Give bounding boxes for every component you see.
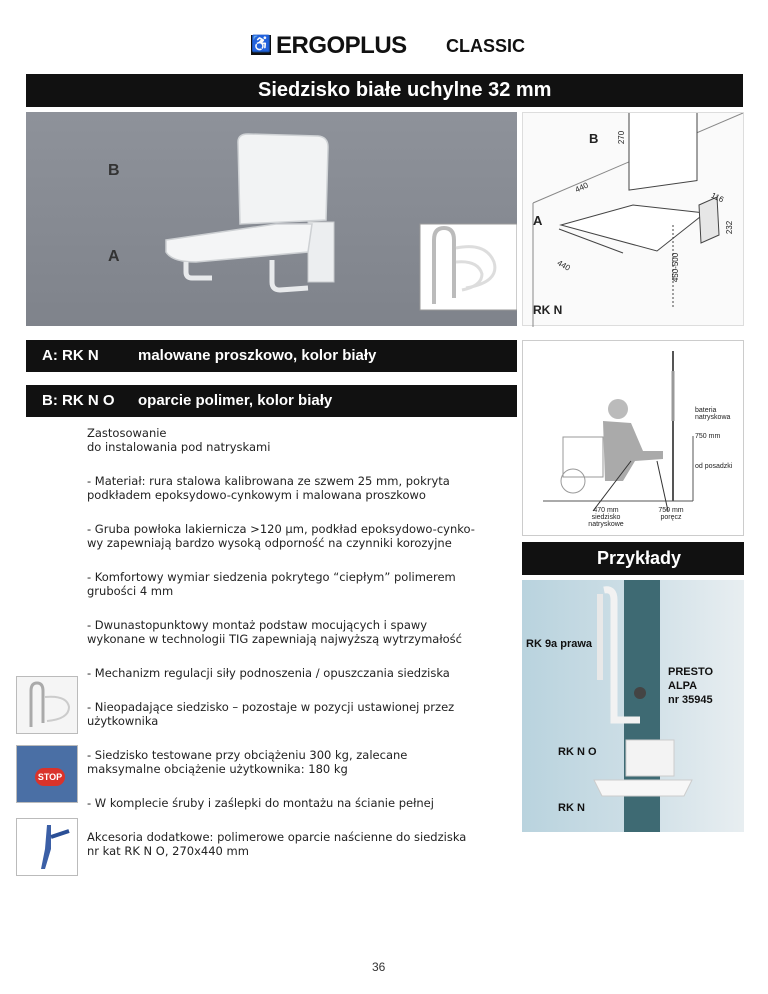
variant-a-code: A: RK N — [42, 347, 99, 364]
feature-7b: maksymalne obciążenie użytkownika: 180 kg — [87, 762, 348, 776]
variant-b-code: B: RK N O — [42, 392, 115, 409]
feature-4b: wykonane w technologii TIG zapewniają najwyższą wytrzymałość — [87, 632, 462, 646]
example-label-rkn: RK N — [558, 802, 585, 814]
example-label-nr: nr 35945 — [668, 694, 713, 706]
feature-6b: użytkownika — [87, 714, 159, 728]
dim-116: 116 — [709, 190, 726, 205]
variant-a-bar — [26, 340, 517, 372]
variant-a-desc: malowane proszkowo, kolor biały — [138, 347, 377, 364]
example-label-presto: PRESTO — [668, 666, 714, 678]
example-photo — [522, 580, 744, 832]
variant-b-bar — [26, 385, 517, 417]
usage-drawing — [522, 340, 744, 536]
dimension-diagram — [523, 113, 745, 327]
dim-440-bottom: 440 — [555, 258, 572, 273]
feature-4a: - Dwunastopunktowy montaż podstaw mocujących i spawy — [87, 618, 428, 632]
brand-name: ERGOPLUS — [276, 32, 407, 59]
cover-cap-thumbnail — [16, 818, 78, 876]
accessories-a: Akcesoria dodatkowe: polimerowe oparcie naścienne do siedziska — [87, 830, 467, 844]
feature-2a: - Gruba powłoka lakiernicza >120 μm, podkład epoksydowo-cynko- — [87, 522, 475, 536]
drawing-label-b: B — [589, 131, 599, 146]
porecz-label: 750 mm poręcz — [658, 507, 684, 521]
feature-3a: - Komfortowy wymiar siedzenia pokrytego “ciepłym” polimerem — [87, 570, 456, 584]
grab-bar-thumbnail — [16, 676, 78, 734]
usage-line: do instalowania pod natryskami — [87, 440, 271, 454]
bateria-label: bateria natryskowa — [695, 407, 731, 421]
examples-heading: Przykłady — [597, 548, 682, 568]
dim-440-top: 440 — [573, 180, 590, 195]
feature-1a: - Materiał: rura stalowa kalibrowana ze szwem 25 mm, pokryta — [87, 474, 450, 488]
product-photo — [26, 112, 517, 326]
stop-thumbnail — [16, 745, 78, 803]
height-750-label: 750 mm — [695, 433, 721, 440]
folding-seat-illustration — [26, 112, 517, 326]
example-label-alpa: ALPA — [668, 680, 698, 692]
feature-7a: - Siedzisko testowane przy obciążeniu 300 kg, zalecane — [87, 748, 408, 762]
feature-2b: wy zapewniają bardzo wysoką odporność na czynniki korozyjne — [87, 536, 452, 550]
drawing-label-a: A — [533, 213, 543, 228]
drawing-caption: RK N — [533, 303, 563, 317]
photo-label-a: A — [108, 248, 120, 265]
feature-5: - Mechanizm regulacji siły podnoszenia / opuszczania siedziska — [87, 666, 450, 680]
dim-450-500: 450-500 — [671, 252, 681, 283]
feature-3b: grubości 4 mm — [87, 584, 174, 598]
feature-6a: - Nieopadające siedzisko – pozostaje w pozycji ustawionej przez — [87, 700, 455, 714]
stop-badge: STOP — [35, 768, 65, 786]
photo-label-b: B — [108, 162, 120, 179]
body-text — [87, 426, 507, 858]
grab-bar-icon — [17, 677, 77, 733]
usage-title: Zastosowanie — [87, 426, 167, 440]
feature-1b: podkładem epoksydowo-cynkowym i malowana proszkowo — [87, 488, 426, 502]
page-title: Siedzisko białe uchylne 32 mm — [258, 79, 552, 101]
wrench-icon — [17, 819, 77, 875]
feature-8: - W komplecie śruby i zaślepki do montażu na ścianie pełnej — [87, 796, 434, 810]
installed-seat-illustration — [522, 580, 744, 832]
technical-drawing — [522, 112, 744, 326]
page-number: 36 — [372, 960, 386, 974]
example-label-rk9a: RK 9a prawa — [526, 638, 593, 650]
od-posadzki-label: od posadzki — [695, 463, 733, 470]
dim-232: 232 — [725, 220, 735, 235]
wheelchair-icon: ♿ — [251, 36, 271, 53]
example-label-rkno: RK N O — [558, 746, 597, 758]
dim-270: 270 — [617, 130, 627, 145]
variant-b-desc: oparcie polimer, kolor biały — [138, 392, 333, 409]
accessories-b: nr kat RK N O, 270x440 mm — [87, 844, 249, 858]
edition-label: CLASSIC — [446, 36, 526, 56]
siedzisko-label: 470 mm siedzisko natryskowe — [588, 507, 624, 528]
